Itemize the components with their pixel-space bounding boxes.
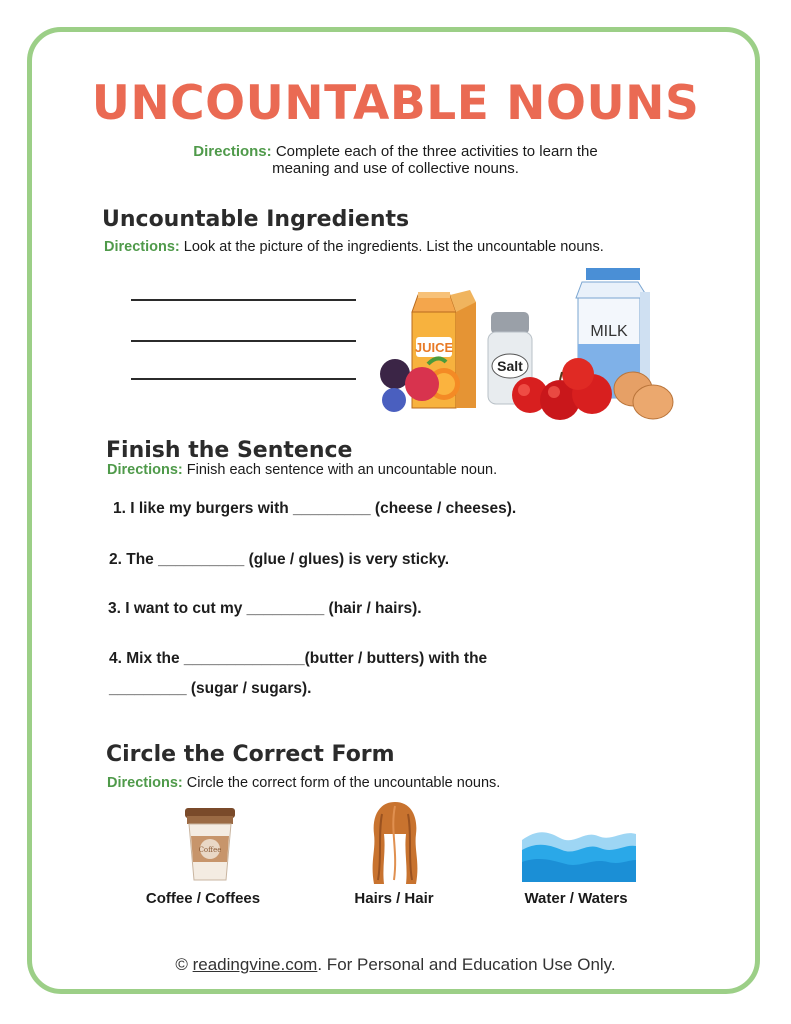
section2-title: Finish the Sentence bbox=[106, 438, 353, 463]
section1-directions-text: Look at the picture of the ingredients. List the uncountable nouns. bbox=[183, 239, 604, 255]
copyright-symbol: © bbox=[175, 955, 193, 974]
ingredients-illustration bbox=[370, 262, 680, 427]
hair-icon bbox=[368, 800, 422, 886]
coffee-cup-icon bbox=[183, 806, 237, 882]
section3-directions-text: Circle the correct form of the uncountable nouns. bbox=[186, 775, 501, 791]
egg-icon bbox=[633, 385, 673, 419]
answer-line-1[interactable] bbox=[131, 299, 356, 301]
footer-link[interactable]: readingvine.com bbox=[192, 955, 318, 974]
top-directions-line2: meaning and use of collective nouns. bbox=[272, 160, 519, 177]
section1-directions bbox=[104, 239, 604, 255]
milk-label: MILK bbox=[590, 323, 628, 340]
directions-label: Directions: bbox=[104, 239, 180, 255]
sentence-3: 3. I want to cut my _________ (hair / hairs). bbox=[108, 600, 422, 617]
section1-title: Uncountable Ingredients bbox=[102, 207, 410, 232]
sentence-4-continued: _________ (sugar / sugars). bbox=[109, 680, 312, 697]
salt-label: Salt bbox=[497, 358, 523, 374]
sentence-4: 4. Mix the ______________(butter / butters) with the bbox=[109, 650, 488, 667]
juice-label: JUICE bbox=[414, 340, 454, 355]
sentence-2: 2. The __________ (glue / glues) is very sticky. bbox=[109, 551, 450, 568]
section2-directions bbox=[107, 462, 497, 478]
choice-hair[interactable]: Hairs / Hair bbox=[354, 890, 434, 907]
directions-label: Directions: bbox=[193, 143, 272, 160]
coffee-cup-label: Coffee bbox=[198, 846, 222, 854]
section2-directions-text: Finish each sentence with an uncountable noun. bbox=[186, 462, 498, 478]
sentence-1: 1. I like my burgers with _________ (cheese / cheeses). bbox=[113, 500, 517, 517]
directions-label: Directions: bbox=[107, 775, 183, 791]
choice-coffee[interactable]: Coffee / Coffees bbox=[145, 890, 261, 907]
section3-title: Circle the Correct Form bbox=[106, 742, 395, 767]
answer-line-3[interactable] bbox=[131, 378, 356, 380]
choice-water[interactable]: Water / Waters bbox=[524, 890, 628, 907]
top-directions-line1: Complete each of the three activities to learn the bbox=[275, 143, 598, 160]
answer-line-2[interactable] bbox=[131, 340, 356, 342]
page-title: UNCOUNTABLE NOUNS bbox=[91, 76, 700, 131]
top-directions bbox=[140, 143, 651, 177]
section3-directions bbox=[107, 775, 500, 791]
directions-label: Directions: bbox=[107, 462, 183, 478]
footer-text: . For Personal and Education Use Only. bbox=[317, 955, 616, 974]
footer bbox=[0, 955, 791, 975]
water-icon bbox=[522, 826, 636, 882]
